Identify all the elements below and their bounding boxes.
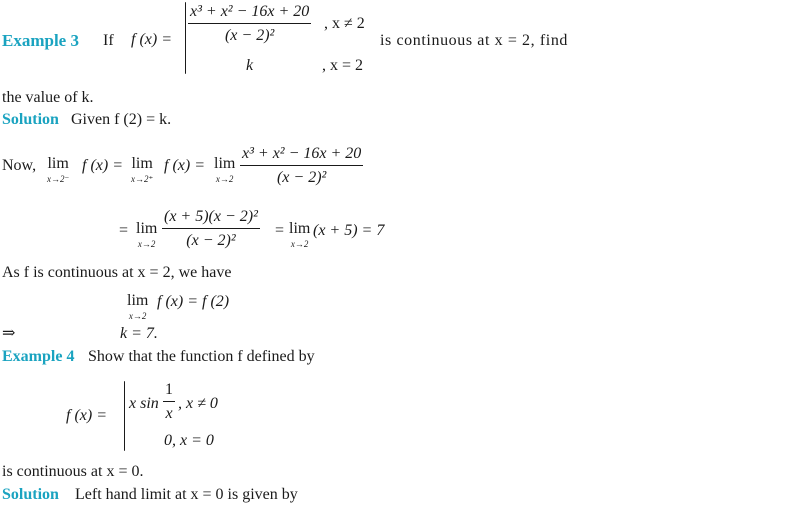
ex4-continuity-text: is continuous at x = 0.: [2, 463, 144, 480]
piecewise-brace-2: [124, 381, 125, 451]
sol3-numerator-1: x³ + x² − 16x + 20: [242, 145, 362, 162]
example-3-label: Example 3: [2, 31, 79, 50]
left-limit-fx: f (x) =: [82, 157, 123, 174]
ex3-case2-condition: , x = 2: [322, 57, 364, 74]
solution-3-label: Solution: [2, 111, 59, 128]
implies-symbol: ⇒: [2, 325, 16, 342]
now-text: Now,: [2, 157, 37, 174]
solution-4-text: Left hand limit at x = 0 is given by: [75, 486, 298, 503]
sol3-numerator-2: (x + 5)(x − 2)²: [164, 208, 258, 225]
ex3-case2-value: k: [246, 57, 254, 74]
solution-4-label: Solution: [2, 486, 59, 503]
ex3-case1-fraction: [188, 4, 311, 44]
example-4-label: Example 4: [2, 348, 75, 365]
lim-word: lim: [214, 155, 236, 172]
ex4-x-sin: x sin: [129, 395, 159, 412]
limit-2-subscript: x→2: [137, 239, 156, 249]
limit-4-subscript: x→2: [128, 311, 147, 321]
piecewise-brace: [185, 2, 186, 74]
fraction-bar: [188, 23, 311, 24]
two-sided-limit: [214, 156, 235, 184]
lim-word: lim: [47, 155, 69, 172]
ex3-case1-condition: , x ≠ 2: [324, 15, 365, 32]
sol3-fraction-1: [240, 146, 363, 186]
sol3-denominator-2: (x − 2)²: [186, 232, 236, 249]
equals-sign: =: [119, 222, 129, 239]
ex3-question-tail: is continuous at x = 2, find: [380, 32, 569, 49]
sol3-denominator-1: (x − 2)²: [276, 169, 327, 186]
ex4-numerator: 1: [165, 381, 173, 398]
limit-3: [289, 221, 310, 249]
continuity-statement: As f is continuous at x = 2, we have: [2, 264, 232, 281]
ex4-function-name: f (x) =: [66, 407, 107, 424]
limit-4: [127, 293, 148, 321]
left-limit-subscript: x→2⁻: [47, 174, 70, 184]
ex4-denominator: x: [165, 405, 173, 422]
right-limit-subscript: x→2⁺: [131, 174, 154, 184]
right-limit: [131, 156, 153, 184]
example-4-text: Show that the function f defined by: [88, 348, 315, 365]
ex4-case-2: 0, x = 0: [164, 432, 214, 449]
left-limit: [47, 156, 69, 184]
lim-word: lim: [131, 155, 153, 172]
limit-3-subscript: x→2: [290, 239, 309, 249]
lim-word: lim: [127, 292, 149, 309]
right-limit-fx: f (x) =: [164, 157, 205, 174]
fraction-bar: [240, 165, 363, 166]
result-k: k = 7.: [120, 325, 158, 342]
lim-word: lim: [289, 220, 311, 237]
two-sided-limit-subscript: x→2: [215, 174, 234, 184]
limit-3-expression: (x + 5) = 7: [313, 222, 385, 239]
fraction-bar: [163, 401, 175, 402]
sol3-fraction-2: [162, 209, 260, 249]
ex3-case1-denominator: (x − 2)²: [224, 27, 275, 44]
ex3-function-name: f (x) =: [131, 31, 172, 48]
fraction-bar: [162, 228, 260, 229]
ex4-condition-1: , x ≠ 0: [178, 395, 218, 412]
if-text: If: [103, 32, 114, 49]
equals-sign: =: [275, 222, 285, 239]
ex4-one-over-x: [163, 382, 175, 422]
ex3-case1-numerator: x³ + x² − 16x + 20: [190, 3, 310, 20]
lim-word: lim: [136, 220, 158, 237]
limit-4-equation: f (x) = f (2): [157, 293, 230, 310]
solution-3-given: Given f (2) = k.: [71, 111, 172, 128]
limit-2: [136, 221, 157, 249]
ex3-question-line2: the value of k.: [2, 89, 94, 106]
